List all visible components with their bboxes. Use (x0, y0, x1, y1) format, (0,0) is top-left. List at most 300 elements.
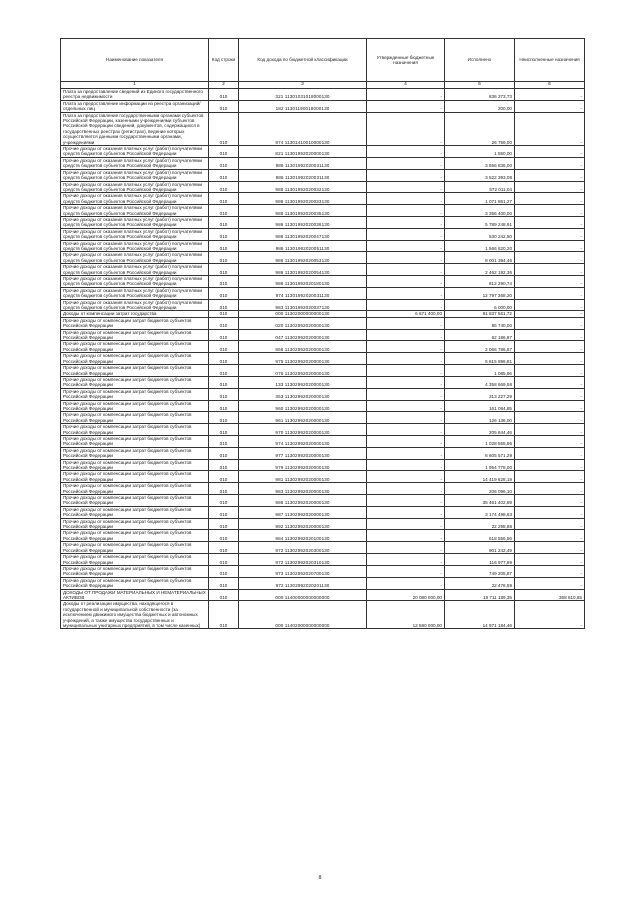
row-budget-code: 986 11301992020051130 (239, 240, 367, 252)
row-approved: - (367, 506, 445, 518)
row-budget-code: 076 11302992020000130 (239, 365, 367, 377)
row-unexecuted: - (515, 329, 585, 341)
row-executed: 901 242,49 (445, 542, 515, 554)
row-unexecuted: - (515, 601, 585, 629)
table-row (61, 287, 585, 299)
table-row (61, 424, 585, 436)
row-budget-code: 353 11302992020000130 (239, 388, 367, 400)
row-budget-code: 986 11301992020180130 (239, 276, 367, 288)
row-unexecuted: - (515, 577, 585, 589)
row-executed: 3 174 498,63 (445, 506, 515, 518)
row-unexecuted: - (515, 341, 585, 353)
row-line-code: 010 (209, 542, 239, 554)
row-unexecuted: - (515, 483, 585, 495)
row-budget-code: 972 11302992020300130 (239, 542, 367, 554)
row-name: Прочие доходы от компенсации затрат бюджетов субъектов Российской Федерации (61, 506, 209, 518)
row-unexecuted: - (515, 447, 585, 459)
row-approved: - (367, 181, 445, 193)
table-row (61, 376, 585, 388)
row-executed: 6 815 896,81 (445, 353, 515, 365)
header-executed: Исполнено (445, 39, 515, 82)
row-unexecuted: - (515, 216, 585, 228)
row-unexecuted: - (515, 193, 585, 205)
row-name: Прочие доходы от оказания платных услуг (работ) получателями средств бюджетов субъектов Российской Федерации (61, 216, 209, 228)
row-name: Прочие доходы от оказания платных услуг (работ) получателями средств бюджетов субъектов Российской Федерации (61, 228, 209, 240)
row-name: Прочие доходы от компенсации затрат бюджетов субъектов Российской Федерации (61, 495, 209, 507)
row-approved: - (367, 565, 445, 577)
row-executed: 1 028 565,86 (445, 435, 515, 447)
row-unexecuted: - (515, 240, 585, 252)
row-approved: - (367, 169, 445, 181)
table-row (61, 205, 585, 217)
row-executed: 6 000,00 (445, 299, 515, 311)
row-unexecuted: - (515, 169, 585, 181)
row-unexecuted: - (515, 317, 585, 329)
row-executed: 14 419 628,19 (445, 471, 515, 483)
row-name: Прочие доходы от компенсации затрат бюджетов субъектов Российской Федерации (61, 554, 209, 566)
row-line-code: 010 (209, 471, 239, 483)
table-row (61, 329, 585, 341)
table-row (61, 412, 585, 424)
row-name: Прочие доходы от компенсации затрат бюджетов субъектов Российской Федерации (61, 447, 209, 459)
row-executed: 749 205,87 (445, 565, 515, 577)
row-executed: 126 136,00 (445, 412, 515, 424)
row-approved: - (367, 317, 445, 329)
table-row (61, 365, 585, 377)
header-line-code: Код строки (209, 39, 239, 82)
column-number: 1 (61, 82, 209, 89)
row-approved: - (367, 276, 445, 288)
row-budget-code: 321 11301031018000130 (239, 89, 367, 101)
row-executed: 19 711 189,35 (445, 589, 515, 601)
row-line-code: 010 (209, 424, 239, 436)
row-executed: 8 605 571,29 (445, 447, 515, 459)
row-executed: 3 356 400,00 (445, 205, 515, 217)
row-executed: 2 066 786,87 (445, 341, 515, 353)
row-executed: 62 186,87 (445, 329, 515, 341)
header-unexecuted: Неисполненные назначения (515, 39, 585, 82)
table-row (61, 299, 585, 311)
table-row (61, 252, 585, 264)
row-executed: 81 837 561,72 (445, 311, 515, 317)
row-approved: - (367, 100, 445, 112)
table-row (61, 100, 585, 112)
row-unexecuted: - (515, 435, 585, 447)
row-line-code: 010 (209, 554, 239, 566)
row-unexecuted: - (515, 353, 585, 365)
table-row (61, 216, 585, 228)
row-line-code: 010 (209, 601, 239, 629)
row-name: Доходы от компенсации затрат государства (61, 311, 209, 317)
row-unexecuted: - (515, 412, 585, 424)
row-executed: 313 227,29 (445, 388, 515, 400)
row-approved: - (367, 287, 445, 299)
table-row (61, 400, 585, 412)
row-line-code: 010 (209, 412, 239, 424)
row-approved: - (367, 329, 445, 341)
row-line-code: 010 (209, 353, 239, 365)
row-executed: 1 566 620,20 (445, 240, 515, 252)
row-line-code: 010 (209, 341, 239, 353)
row-name: Плата за предоставление государственными органами субъектов Российской Федерации, казенными учреждениями субъектов Российской Федерации сведений, документов, содержащихся в государственных реестрах (регистрах), ведение которых осуществляется данными государственными органами, учреждениями (61, 112, 209, 145)
row-budget-code: 986 11301992020032130 (239, 181, 367, 193)
row-unexecuted: - (515, 365, 585, 377)
header-budget-code: Код дохода по бюджетной классификации (239, 39, 367, 82)
row-approved: - (367, 554, 445, 566)
row-executed: 22 298,88 (445, 518, 515, 530)
row-unexecuted: - (515, 228, 585, 240)
row-unexecuted: - (515, 518, 585, 530)
table-row (61, 157, 585, 169)
row-name: Прочие доходы от компенсации затрат бюджетов субъектов Российской Федерации (61, 542, 209, 554)
row-name: Прочие доходы от компенсации затрат бюджетов субъектов Российской Федерации (61, 412, 209, 424)
row-approved: - (367, 240, 445, 252)
row-approved: - (367, 542, 445, 554)
table-row (61, 317, 585, 329)
row-approved: - (367, 495, 445, 507)
row-executed: 530 242,50 (445, 228, 515, 240)
row-name: Прочие доходы от оказания платных услуг (работ) получателями средств бюджетов субъектов Российской Федерации (61, 205, 209, 217)
row-executed: 12 797 368,20 (445, 287, 515, 299)
row-unexecuted: - (515, 542, 585, 554)
row-name: Прочие доходы от оказания платных услуг (работ) получателями средств бюджетов субъектов Российской Федерации (61, 240, 209, 252)
row-approved: - (367, 264, 445, 276)
row-budget-code: 821 11301992020000130 (239, 146, 367, 158)
row-approved: - (367, 471, 445, 483)
row-approved: - (367, 252, 445, 264)
row-name: Плата за предоставление сведений из Единого государственного реестра недвижимости (61, 89, 209, 101)
row-budget-code: 960 11302992020000130 (239, 400, 367, 412)
row-name: Прочие доходы от компенсации затрат бюджетов субъектов Российской Федерации (61, 341, 209, 353)
row-unexecuted: - (515, 100, 585, 112)
row-budget-code: 133 11302992020000130 (239, 376, 367, 388)
row-budget-code: 981 11302992020000130 (239, 471, 367, 483)
row-name: Прочие доходы от компенсации затрат бюджетов субъектов Российской Федерации (61, 577, 209, 589)
row-line-code: 010 (209, 565, 239, 577)
row-unexecuted: - (515, 112, 585, 145)
row-approved: - (367, 577, 445, 589)
row-budget-code: 986 11301992020053130 (239, 252, 367, 264)
row-line-code: 010 (209, 506, 239, 518)
table-row (61, 353, 585, 365)
row-name: Прочие доходы от компенсации затрат бюджетов субъектов Российской Федерации (61, 518, 209, 530)
row-line-code: 010 (209, 89, 239, 101)
row-budget-code: 992 11302992020000130 (239, 518, 367, 530)
row-name: Прочие доходы от компенсации затрат бюджетов субъектов Российской Федерации (61, 435, 209, 447)
row-line-code: 010 (209, 287, 239, 299)
row-line-code: 010 (209, 518, 239, 530)
row-name: Прочие доходы от оказания платных услуг (работ) получателями средств бюджетов субъектов Российской Федерации (61, 169, 209, 181)
column-number: 6 (515, 82, 585, 89)
row-name: Прочие доходы от оказания платных услуг (работ) получателями средств бюджетов субъектов Российской Федерации (61, 276, 209, 288)
table-row (61, 341, 585, 353)
row-approved: 6 671 400,00 (367, 311, 445, 317)
row-budget-code: 975 11302992020000130 (239, 353, 367, 365)
table-body (61, 89, 585, 629)
row-budget-code: 000 11302000000000130 (239, 311, 367, 317)
table-row (61, 146, 585, 158)
row-budget-code: 986 11302992020000130 (239, 495, 367, 507)
row-name: Прочие доходы от оказания платных услуг (работ) получателями средств бюджетов субъектов Российской Федерации (61, 181, 209, 193)
row-executed: 22 476,59 (445, 577, 515, 589)
row-line-code: 010 (209, 365, 239, 377)
row-line-code: 010 (209, 157, 239, 169)
row-budget-code: 974 11302992020000130 (239, 435, 367, 447)
row-budget-code: 974 11301992020031130 (239, 287, 367, 299)
row-executed: 1 085,96 (445, 365, 515, 377)
row-executed: 812 290,74 (445, 276, 515, 288)
row-line-code: 010 (209, 193, 239, 205)
row-executed: 8 001 394,46 (445, 252, 515, 264)
row-unexecuted: - (515, 299, 585, 311)
row-executed: 1 954 778,00 (445, 459, 515, 471)
row-name: Доходы от реализации имущества, находящегося в государственной и муниципальной собственности (за исключением движимого имущества бюджетных и автономных учреждений, а также имущества государственных и муниципальных унитарных предприятий, в том числе казенных) (61, 601, 209, 629)
row-unexecuted: 368 810,65 (515, 589, 585, 601)
row-name: Прочие доходы от оказания платных услуг (работ) получателями средств бюджетов субъектов Российской Федерации (61, 287, 209, 299)
table-row (61, 388, 585, 400)
row-unexecuted: - (515, 205, 585, 217)
column-number: 2 (209, 82, 239, 89)
table-row (61, 89, 585, 101)
row-name: Прочие доходы от компенсации затрат бюджетов субъектов Российской Федерации (61, 530, 209, 542)
table-row (61, 193, 585, 205)
table-row (61, 447, 585, 459)
row-executed: 572 011,04 (445, 181, 515, 193)
row-budget-code: 972 11302992020310130 (239, 554, 367, 566)
row-budget-code: 974 11301410010000130 (239, 112, 367, 145)
row-executed: 5 789 248,91 (445, 216, 515, 228)
row-unexecuted: - (515, 400, 585, 412)
row-executed: 26 759,00 (445, 112, 515, 145)
row-name: Прочие доходы от компенсации затрат бюджетов субъектов Российской Федерации (61, 400, 209, 412)
row-budget-code: 983 11302992020000130 (239, 483, 367, 495)
table-row (61, 577, 585, 589)
row-executed: 116 977,89 (445, 554, 515, 566)
row-budget-code: 979 11302992020000130 (239, 459, 367, 471)
row-line-code: 010 (209, 495, 239, 507)
row-budget-code: 986 11301992020035130 (239, 205, 367, 217)
row-name: Прочие доходы от оказания платных услуг (работ) получателями средств бюджетов субъектов Российской Федерации (61, 193, 209, 205)
row-budget-code: 020 11302992020000130 (239, 317, 367, 329)
row-line-code: 010 (209, 299, 239, 311)
row-budget-code: 986 11301992020054130 (239, 264, 367, 276)
row-line-code: 010 (209, 311, 239, 317)
row-approved: - (367, 412, 445, 424)
row-executed: 35 461 402,69 (445, 495, 515, 507)
row-unexecuted: - (515, 554, 585, 566)
row-approved: - (367, 424, 445, 436)
table-row (61, 506, 585, 518)
row-line-code: 010 (209, 169, 239, 181)
table-row (61, 589, 585, 601)
row-name: Прочие доходы от компенсации затрат бюджетов субъектов Российской Федерации (61, 388, 209, 400)
row-approved: - (367, 146, 445, 158)
row-line-code: 010 (209, 577, 239, 589)
row-approved: - (367, 205, 445, 217)
row-approved: - (367, 376, 445, 388)
row-approved: - (367, 193, 445, 205)
row-name: ДОХОДЫ ОТ ПРОДАЖИ МАТЕРИАЛЬНЫХ И НЕМАТЕРИАЛЬНЫХ АКТИВОВ (61, 589, 209, 601)
table-row (61, 240, 585, 252)
table-row (61, 264, 585, 276)
row-line-code: 010 (209, 228, 239, 240)
row-line-code: 010 (209, 400, 239, 412)
row-unexecuted: - (515, 471, 585, 483)
row-name: Прочие доходы от компенсации затрат бюджетов субъектов Российской Федерации (61, 483, 209, 495)
row-executed: 618 556,56 (445, 530, 515, 542)
row-line-code: 010 (209, 317, 239, 329)
row-executed: 2 462 192,36 (445, 264, 515, 276)
row-executed: 206 096,10 (445, 483, 515, 495)
row-name: Прочие доходы от компенсации затрат бюджетов субъектов Российской Федерации (61, 471, 209, 483)
row-name: Прочие доходы от оказания платных услуг (работ) получателями средств бюджетов субъектов Российской Федерации (61, 264, 209, 276)
row-approved: - (367, 459, 445, 471)
page-number: 8 (318, 875, 322, 881)
row-unexecuted: - (515, 287, 585, 299)
row-line-code: 010 (209, 240, 239, 252)
row-unexecuted: - (515, 89, 585, 101)
row-name: Прочие доходы от оказания платных услуг (работ) получателями средств бюджетов субъектов Российской Федерации (61, 299, 209, 311)
header-indicator-name: Наименование показателя (61, 39, 209, 82)
row-approved: - (367, 518, 445, 530)
row-budget-code: 970 11302992020000130 (239, 424, 367, 436)
row-executed: 200,00 (445, 100, 515, 112)
row-budget-code: 047 11302992020000130 (239, 329, 367, 341)
row-budget-code: 983 11301992020037130 (239, 299, 367, 311)
table-row (61, 459, 585, 471)
row-unexecuted: - (515, 181, 585, 193)
row-budget-code: 984 11302992020100130 (239, 530, 367, 542)
row-name: Прочие доходы от оказания платных услуг (работ) получателями средств бюджетов субъектов Российской Федерации (61, 157, 209, 169)
row-budget-code: 961 11302992020000130 (239, 412, 367, 424)
table-row (61, 565, 585, 577)
table-header-row (61, 39, 585, 82)
column-number: 4 (367, 82, 445, 89)
row-line-code: 010 (209, 276, 239, 288)
report-sheet (60, 38, 584, 629)
table-row (61, 228, 585, 240)
table-row (61, 435, 585, 447)
row-approved: - (367, 228, 445, 240)
row-budget-code: 866 11302992020000130 (239, 341, 367, 353)
table-row (61, 554, 585, 566)
row-name: Прочие доходы от компенсации затрат бюджетов субъектов Российской Федерации (61, 565, 209, 577)
row-unexecuted: - (515, 388, 585, 400)
row-approved: - (367, 112, 445, 145)
row-approved: - (367, 388, 445, 400)
row-unexecuted: - (515, 157, 585, 169)
row-budget-code: 986 11301992020033130 (239, 193, 367, 205)
row-executed: 1 550,00 (445, 146, 515, 158)
row-name: Прочие доходы от компенсации затрат бюджетов субъектов Российской Федерации (61, 353, 209, 365)
row-executed: 836 373,73 (445, 89, 515, 101)
row-name: Прочие доходы от компенсации затрат бюджетов субъектов Российской Федерации (61, 365, 209, 377)
row-line-code: 010 (209, 181, 239, 193)
row-line-code: 010 (209, 252, 239, 264)
row-line-code: 010 (209, 376, 239, 388)
table-row (61, 542, 585, 554)
row-name: Прочие доходы от компенсации затрат бюджетов субъектов Российской Федерации (61, 376, 209, 388)
row-executed: 161 084,85 (445, 400, 515, 412)
table-row (61, 495, 585, 507)
row-unexecuted: - (515, 146, 585, 158)
row-budget-code: 182 11301190018000130 (239, 100, 367, 112)
row-executed: 4 358 669,58 (445, 376, 515, 388)
row-line-code: 010 (209, 112, 239, 145)
column-number-row (61, 82, 585, 89)
row-approved: - (367, 89, 445, 101)
row-approved: - (367, 299, 445, 311)
row-name: Прочие доходы от компенсации затрат бюджетов субъектов Российской Федерации (61, 317, 209, 329)
table-row (61, 311, 585, 317)
row-budget-code: 977 11302992020000130 (239, 447, 367, 459)
row-executed: 85 740,00 (445, 317, 515, 329)
table-row (61, 169, 585, 181)
row-unexecuted: - (515, 376, 585, 388)
table-row (61, 518, 585, 530)
row-approved: 20 080 000,00 (367, 589, 445, 601)
row-unexecuted: - (515, 276, 585, 288)
row-executed: 14 971 184,46 (445, 601, 515, 629)
row-budget-code: 973 11302992020700130 (239, 565, 367, 577)
table-row (61, 181, 585, 193)
row-budget-code: 987 11302992020000130 (239, 506, 367, 518)
row-approved: 12 580 000,00 (367, 601, 445, 629)
row-name: Прочие доходы от компенсации затрат бюджетов субъектов Российской Федерации (61, 424, 209, 436)
row-approved: - (367, 341, 445, 353)
row-unexecuted: - (515, 565, 585, 577)
row-budget-code: 000 11400000000000000 (239, 589, 367, 601)
row-executed: 1 071 861,27 (445, 193, 515, 205)
row-executed: 3 522 393,08 (445, 169, 515, 181)
row-approved: - (367, 447, 445, 459)
row-approved: - (367, 435, 445, 447)
row-name: Плата за предоставление информации из реестра организаций/отдельных лиц (61, 100, 209, 112)
row-budget-code: 986 11301992020036130 (239, 216, 367, 228)
row-line-code: 010 (209, 589, 239, 601)
table-row (61, 601, 585, 629)
row-unexecuted: - (515, 495, 585, 507)
row-approved: - (367, 365, 445, 377)
column-number: 3 (239, 82, 367, 89)
row-approved: - (367, 157, 445, 169)
row-budget-code: 986 11301992020031130 (239, 157, 367, 169)
row-line-code: 010 (209, 388, 239, 400)
row-executed: 205 844,46 (445, 424, 515, 436)
row-line-code: 010 (209, 146, 239, 158)
row-line-code: 010 (209, 216, 239, 228)
row-name: Прочие доходы от компенсации затрат бюджетов субъектов Российской Федерации (61, 329, 209, 341)
row-unexecuted: - (515, 506, 585, 518)
row-executed: 3 656 836,00 (445, 157, 515, 169)
row-unexecuted: - (515, 530, 585, 542)
header-approved: Утвержденные бюджетные назначения (367, 39, 445, 82)
row-line-code: 010 (209, 264, 239, 276)
income-table (60, 38, 585, 629)
row-budget-code: 972 11302992020201130 (239, 577, 367, 589)
row-line-code: 010 (209, 483, 239, 495)
row-line-code: 010 (209, 435, 239, 447)
row-line-code: 010 (209, 100, 239, 112)
column-number: 5 (445, 82, 515, 89)
row-approved: - (367, 400, 445, 412)
row-approved: - (367, 216, 445, 228)
row-line-code: 010 (209, 447, 239, 459)
row-budget-code: 986 11301992020031130 (239, 169, 367, 181)
table-row (61, 530, 585, 542)
row-approved: - (367, 530, 445, 542)
row-budget-code: 986 11301992020047130 (239, 228, 367, 240)
